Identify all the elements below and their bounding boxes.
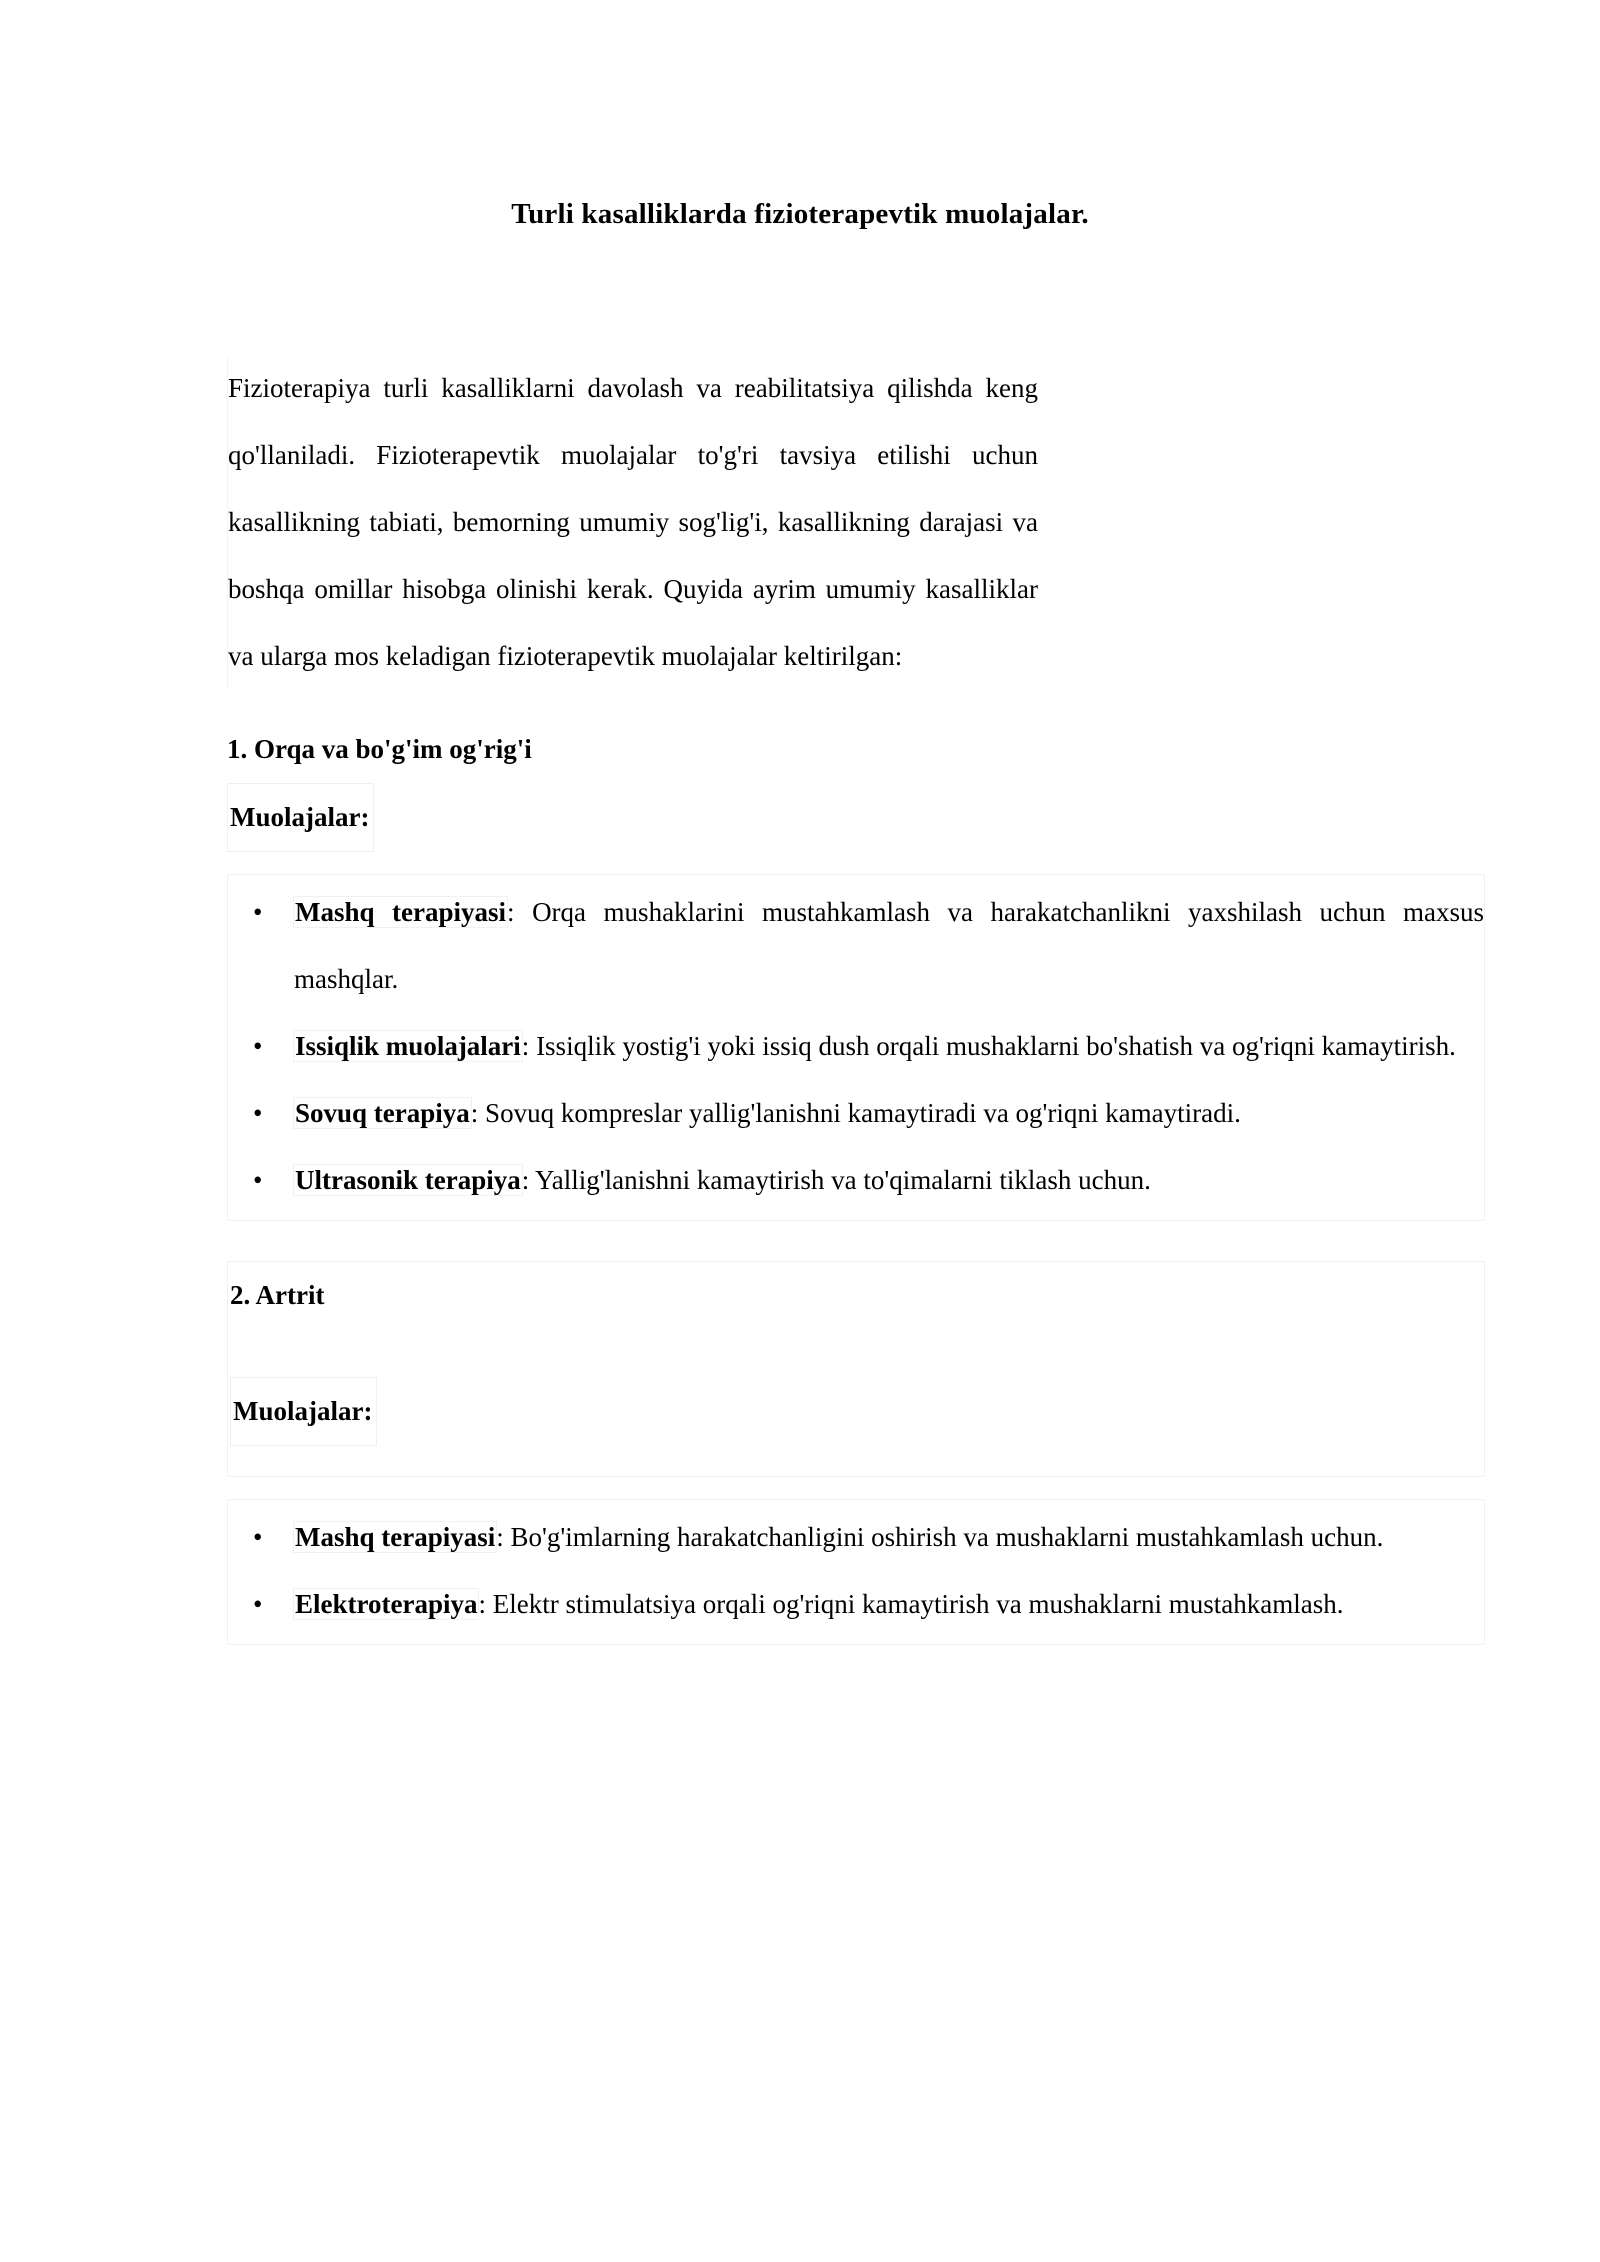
list-item <box>228 1080 1484 1147</box>
section-1-bullet-list <box>228 879 1484 1214</box>
section-2-subheading-row <box>228 1377 1484 1446</box>
item-label: Issiqlik muolajalari <box>295 1031 521 1061</box>
item-separator: : <box>521 1031 537 1061</box>
section-1-subheading: Muolajalar: <box>227 783 374 852</box>
section-2-list-block <box>227 1499 1485 1645</box>
bullet-icon: • <box>253 1098 263 1128</box>
page-title: Turli kasalliklarda fizioterapevtik muolajalar. <box>511 198 1089 230</box>
list-item <box>228 1013 1484 1080</box>
list-item <box>228 1504 1484 1571</box>
spacer <box>227 690 1485 716</box>
item-separator: : <box>521 1165 535 1195</box>
item-label: Ultrasonik terapiya <box>295 1165 521 1195</box>
bullet-icon: • <box>253 1031 263 1061</box>
item-label: Mashq terapiyasi <box>295 897 507 927</box>
section-1-subheading-row <box>227 783 1485 852</box>
item-label: Elektroterapiya <box>295 1589 478 1619</box>
section-2-bullet-list <box>228 1504 1484 1638</box>
intro-paragraph-block <box>227 355 1485 690</box>
item-label: Sovuq terapiya <box>295 1098 470 1128</box>
item-text: Yallig'lanishni kamaytirish va to'qimalarni tiklash uchun. <box>535 1165 1151 1195</box>
bullet-icon: • <box>253 1522 263 1552</box>
bullet-icon: • <box>253 1165 263 1195</box>
item-label: Mashq terapiyasi <box>295 1522 496 1552</box>
item-separator: : <box>470 1098 486 1128</box>
bullet-icon: • <box>253 897 263 927</box>
section-1-list-block <box>227 874 1485 1221</box>
section-1-heading: 1. Orqa va bo'g'im og'rig'i <box>227 734 532 764</box>
intro-paragraph: Fizioterapiya turli kasalliklarni davolash va reabilitatsiya qilishda keng qo'llaniladi. Fizioterapevtik muolajalar to'g'ri tavsiya etilishi uchun kasallikning tabiati, bemorning umumiy sog'lig'i, kasallikning darajasi va boshqa omillar hisobga olinishi kerak. Quyida ayrim umumiy kasalliklar va ularga mos keladigan fizioterapevtik muolajalar keltirilgan: <box>228 373 1038 671</box>
item-text: Elektr stimulatsiya orqali og'riqni kamaytirish va mushaklarni mustahkamlash. <box>492 1589 1344 1619</box>
list-item <box>228 879 1484 1013</box>
document-body <box>227 355 1485 1645</box>
item-text: Bo'g'imlarning harakatchanligini oshirish va mushaklarni mustahkamlash uchun. <box>510 1522 1384 1552</box>
item-separator: : <box>478 1589 493 1619</box>
section-1 <box>227 716 1485 1221</box>
item-text: Issiqlik yostig'i yoki issiq dush orqali mushaklarni bo'shatish va og'riqni kamaytirish. <box>536 1031 1456 1061</box>
section-2-subheading: Muolajalar: <box>230 1377 377 1446</box>
item-text: Orqa mushaklarini mustahkamlash va harakatchanlikni yaxshilash uchun maxsus mashqlar. <box>294 897 1484 994</box>
item-separator: : <box>507 897 533 927</box>
section-2 <box>227 1261 1485 1477</box>
section-2-heading: 2. Artrit <box>230 1280 325 1310</box>
list-item <box>228 1571 1484 1638</box>
bullet-icon: • <box>253 1589 263 1619</box>
item-text: Sovuq kompreslar yallig'lanishni kamaytiradi va og'riqni kamaytiradi. <box>485 1098 1241 1128</box>
list-item <box>228 1147 1484 1214</box>
item-separator: : <box>496 1522 511 1552</box>
spacer <box>228 1329 1484 1373</box>
